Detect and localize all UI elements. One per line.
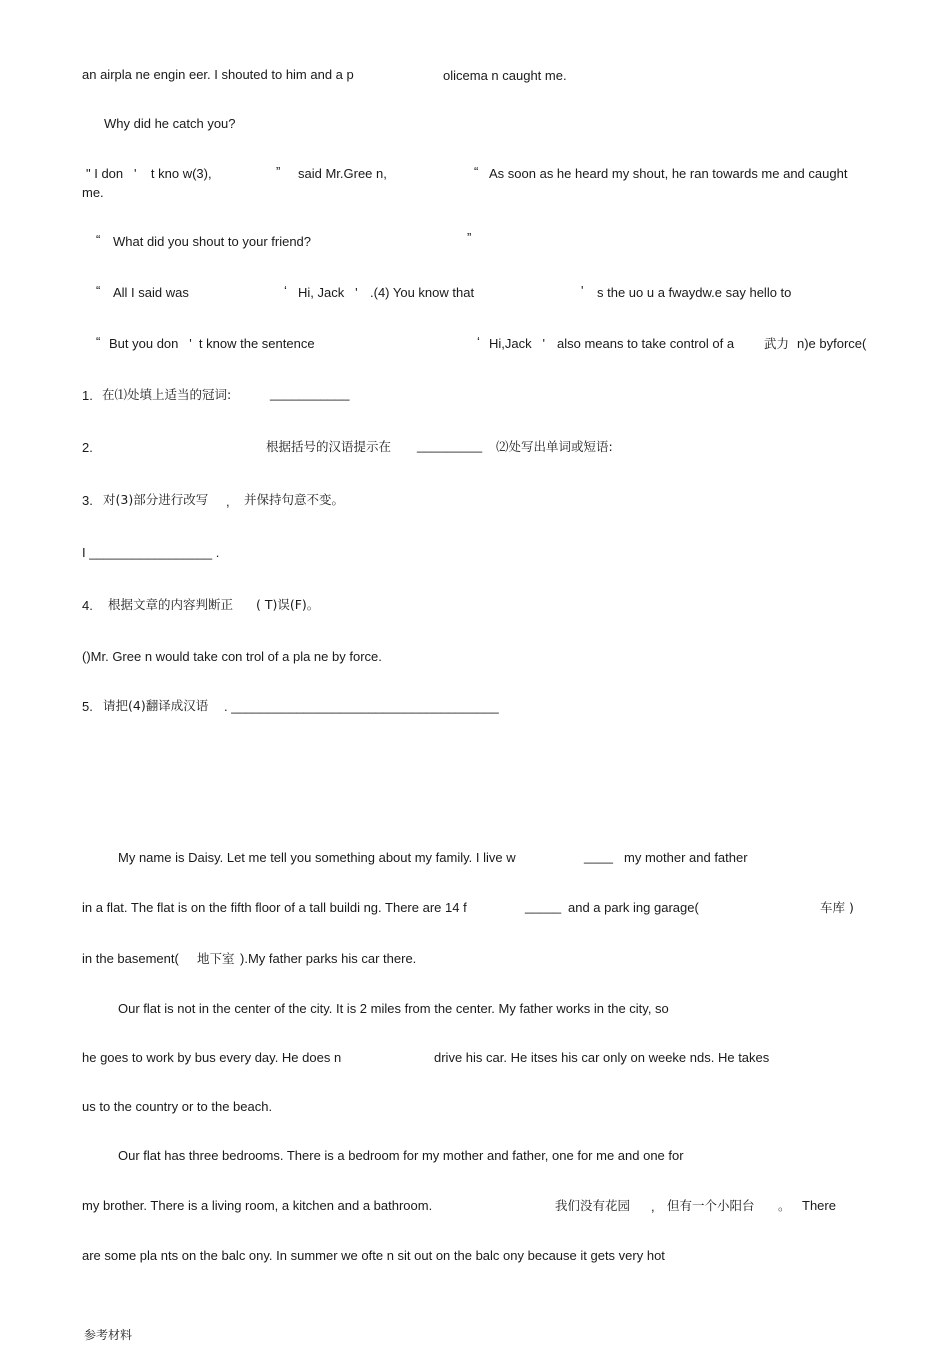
- question1-blank: ___________: [270, 386, 350, 401]
- question2-text: 根据括号的汉语提示在: [266, 439, 392, 454]
- passage2-line1a: My name is Daisy. Let me tell you something about my family. I live w: [118, 850, 516, 865]
- question4-statement: ()Mr. Gree n would take con trol of a pla ne by force.: [82, 649, 382, 664]
- passage1-line3a: " I don ' t kno w(3),: [86, 166, 212, 181]
- passage1-line7b: But you don ' t know the sentence: [109, 336, 315, 351]
- question4-text-end: ( T)误(F)。: [256, 597, 320, 612]
- passage1-line7e: also means to take control of a: [557, 336, 735, 351]
- footer-label: 参考材料: [84, 1328, 133, 1342]
- passage2-line2a: in a flat. The flat is on the fifth floor of a tall buildi ng. There are 14 f: [82, 900, 467, 915]
- passage1-line5b: What did you shout to your friend?: [113, 234, 312, 249]
- question3-text: 对(3)部分进行改写: [103, 492, 209, 507]
- passage2-line1b: ____: [584, 849, 613, 864]
- passage2-line1c: my mother and father: [624, 850, 748, 865]
- passage2-line8a: my brother. There is a living room, a kitchen and a bathroom.: [82, 1198, 433, 1213]
- question1-number: 1.: [82, 388, 93, 403]
- passage2-line8c: ,: [651, 1199, 655, 1214]
- passage2-line2c: and a park ing garage(: [568, 900, 699, 915]
- passage2-line2b: _____: [525, 899, 562, 914]
- passage1-line3e: As soon as he heard my shout, he ran towards me and caught: [489, 166, 848, 181]
- passage1-line3d: “: [474, 164, 479, 179]
- passage2-line5a: he goes to work by bus every day. He does n: [82, 1050, 342, 1065]
- passage2-line8b: 我们没有花园: [555, 1198, 631, 1213]
- question4-text: 根据文章的内容判断正: [108, 597, 234, 612]
- question2-blank: _________: [417, 438, 483, 453]
- passage2-line5b: drive his car. He itses his car only on weeke nds. He takes: [434, 1050, 770, 1065]
- passage1-line3b: ”: [276, 164, 281, 179]
- passage1-line6d: Hi, Jack ': [298, 285, 358, 300]
- passage1-line6g: s the uo u a fwaydw.e say hello to: [597, 285, 792, 300]
- passage1-line6f: ': [581, 283, 584, 298]
- passage2-line4: Our flat is not in the center of the city. It is 2 miles from the center. My father works in the city, so: [118, 1001, 669, 1016]
- passage2-line3a: in the basement(: [82, 951, 179, 966]
- passage1-line6a: “: [96, 283, 101, 298]
- passage1-line2: Why did he catch you?: [104, 116, 236, 131]
- passage1-line6c: ‘: [284, 283, 287, 298]
- question2-number: 2.: [82, 440, 93, 455]
- question1-text: 在⑴处填上适当的冠词:: [102, 387, 232, 402]
- question3-comma: ,: [226, 494, 230, 509]
- question3-answer-line: I _________________ .: [82, 545, 220, 560]
- passage1-line5a: “: [96, 232, 101, 247]
- question2-text-end: ⑵处写出单词或短语:: [496, 439, 613, 454]
- passage1-line5c: ”: [467, 230, 472, 245]
- passage1-line7a: “: [96, 334, 101, 349]
- passage2-line6: us to the country or to the beach.: [82, 1099, 273, 1114]
- passage2-line7: Our flat has three bedrooms. There is a bedroom for my mother and father, one for me and one for: [118, 1148, 684, 1163]
- passage2-line3c: ).My father parks his car there.: [240, 951, 417, 966]
- passage1-line7d: Hi,Jack ': [489, 336, 545, 351]
- passage1-line7g: n)e byforce(: [797, 336, 867, 351]
- passage1-line7f: 武力: [764, 336, 790, 351]
- passage2-line2d: 车库 ): [820, 900, 854, 915]
- passage2-line8e: 。: [778, 1198, 791, 1213]
- question5-number: 5.: [82, 699, 93, 714]
- passage2-line9: are some pla nts on the balc ony. In summer we ofte n sit out on the balc ony because it gets very hot: [82, 1248, 665, 1263]
- passage1-line6b: All I said was: [113, 285, 189, 300]
- question3-text-end: 并保持句意不变。: [244, 492, 345, 507]
- passage1-line1b: olicema n caught me.: [443, 68, 567, 83]
- passage1-line6e: .(4) You know that: [370, 285, 475, 300]
- passage2-line3b: 地下室: [197, 951, 235, 966]
- passage1-line1a: an airpla ne engin eer. I shouted to him and a p: [82, 67, 354, 82]
- passage2-line8f: There: [802, 1198, 836, 1213]
- question3-number: 3.: [82, 493, 93, 508]
- passage1-line7c: ‘: [477, 334, 480, 349]
- question5-blank: . _____________________________________: [224, 699, 499, 714]
- question4-number: 4.: [82, 598, 93, 613]
- passage1-line4: me.: [82, 185, 104, 200]
- question5-text: 请把(4)翻译成汉语: [103, 698, 209, 713]
- passage2-line8d: 但有一个小阳台: [667, 1198, 755, 1213]
- passage1-line3c: said Mr.Gree n,: [298, 166, 387, 181]
